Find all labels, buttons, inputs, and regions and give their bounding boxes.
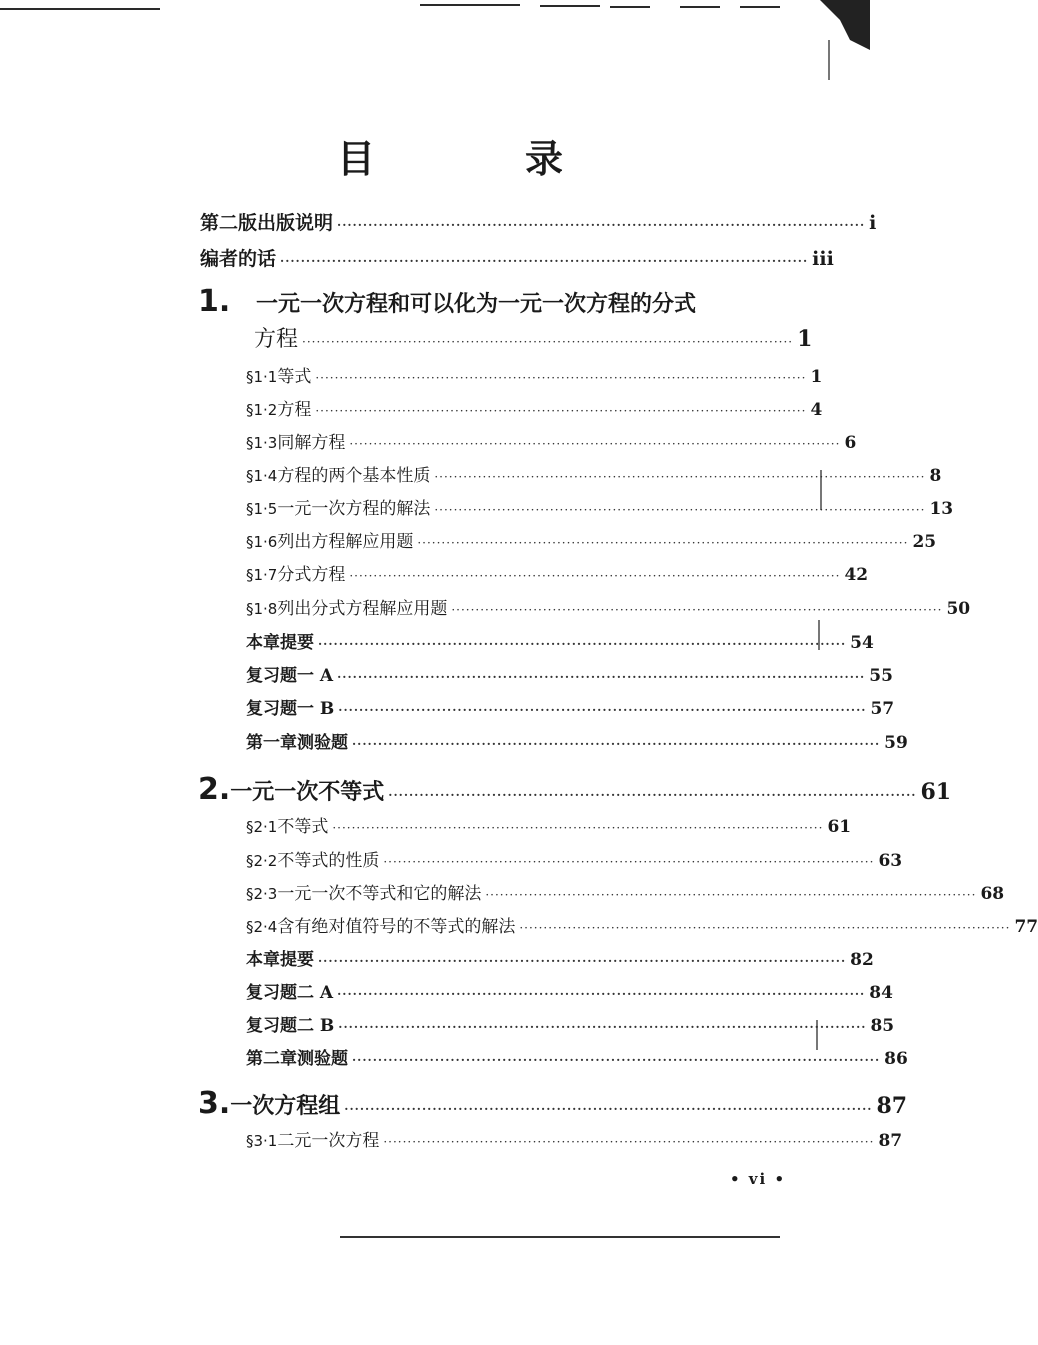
- page-folio: • vi •: [730, 1170, 787, 1188]
- toc-extra: [246, 945, 874, 970]
- toc-chapter-1-heading: [198, 284, 798, 319]
- toc-section: [246, 494, 954, 519]
- toc-section: [246, 560, 869, 585]
- section-title: 一元一次不等式和它的解法: [277, 884, 482, 904]
- toc-page-number: 84: [869, 983, 893, 1003]
- dot-leader: ······································································································: [519, 921, 1011, 935]
- chapter-title: 一元一次方程和可以化为一元一次方程的分式: [256, 291, 697, 317]
- dot-leader: ······································································································: [383, 1135, 875, 1149]
- toc-entry-front: [200, 208, 877, 235]
- section-number: §3·1: [246, 1132, 278, 1150]
- toc-section: [246, 461, 942, 486]
- toc-entry-front: [200, 244, 834, 271]
- dot-leader: ······································································································: [332, 821, 824, 835]
- toc-label: 复习题一 B: [246, 699, 335, 719]
- toc-page-number: 68: [980, 884, 1005, 904]
- dot-leader: ······································································································: [434, 470, 926, 484]
- chapter-number: 1.: [198, 284, 231, 319]
- scan-edge-line: [740, 6, 780, 8]
- toc-label: 本章提要: [246, 950, 314, 970]
- toc-section: [246, 846, 903, 871]
- dot-leader: ······································································································: [315, 404, 807, 418]
- chapter-title: 一元一次不等式: [230, 779, 385, 805]
- dot-leader: ······································································································: [337, 670, 866, 684]
- section-title: 方程: [277, 400, 312, 420]
- dot-leader: ······································································································: [337, 987, 866, 1001]
- toc-extra: [246, 978, 893, 1003]
- section-number: §2·4: [246, 918, 278, 936]
- section-number: §2·1: [246, 818, 278, 836]
- section-title: 等式: [277, 367, 312, 387]
- scan-edge-line: [540, 5, 600, 7]
- section-number: §2·2: [246, 852, 278, 870]
- chapter-title: 一次方程组: [230, 1093, 341, 1119]
- chapter-title-continued: 方程: [254, 327, 299, 352]
- toc-page-number: 25: [912, 532, 937, 552]
- toc-page-number: 6: [844, 433, 857, 453]
- dot-leader: ······································································································: [383, 855, 875, 869]
- toc-page-number: 1: [810, 367, 823, 387]
- section-number: §1·5: [246, 500, 278, 518]
- toc-section: [246, 362, 823, 387]
- toc-page-number: 86: [884, 1049, 908, 1069]
- dot-leader: ······································································································: [417, 536, 909, 550]
- toc-page-number: iii: [812, 248, 834, 270]
- page-title: 目 录: [336, 136, 619, 181]
- toc-section: [246, 428, 857, 453]
- section-title: 分式方程: [277, 565, 346, 585]
- toc-extra: [246, 728, 908, 753]
- toc-page-number: 87: [876, 1093, 908, 1119]
- toc-extra: [246, 661, 893, 686]
- dot-leader: ······································································································: [338, 1020, 867, 1034]
- toc-page-number: 42: [844, 565, 869, 585]
- toc-section: [246, 812, 852, 837]
- toc-section: [246, 912, 1038, 937]
- toc-page-number: 77: [1014, 917, 1038, 937]
- toc-extra: [246, 1011, 895, 1036]
- section-title: 方程的两个基本性质: [277, 466, 431, 486]
- dot-leader: ······································································································: [344, 1102, 873, 1116]
- toc-chapter-1-continuation: [254, 322, 813, 353]
- section-title: 列出分式方程解应用题: [277, 599, 448, 619]
- scan-bottom-line: [340, 1236, 780, 1238]
- toc-page-number: 85: [870, 1016, 895, 1036]
- section-number: §1·4: [246, 467, 278, 485]
- dot-leader: ······································································································: [280, 254, 809, 268]
- toc-section: [246, 527, 937, 552]
- toc-label: 复习题二 B: [246, 1016, 335, 1036]
- dot-leader: ······································································································: [451, 603, 943, 617]
- toc-page-number: 63: [878, 851, 903, 871]
- dot-leader: ······································································································: [388, 788, 917, 802]
- section-title: 列出方程解应用题: [277, 532, 414, 552]
- scan-corner-shadow: [810, 0, 870, 70]
- section-number: §1·2: [246, 401, 278, 419]
- dot-leader: ······································································································: [318, 954, 847, 968]
- section-number: §1·1: [246, 368, 278, 386]
- toc-page-number: 50: [946, 599, 971, 619]
- toc-label: 本章提要: [246, 633, 314, 653]
- toc-page-number: 8: [929, 466, 942, 486]
- toc-extra: [246, 1044, 908, 1069]
- dot-leader: ······································································································: [338, 703, 867, 717]
- section-title: 同解方程: [277, 433, 346, 453]
- section-number: §2·3: [246, 885, 278, 903]
- dot-leader: ······································································································: [349, 569, 841, 583]
- scan-edge-line: [680, 6, 720, 8]
- toc-label: 第二版出版说明: [200, 212, 334, 234]
- section-number: §1·6: [246, 533, 278, 551]
- section-number: §1·8: [246, 600, 278, 618]
- scan-edge-line: [420, 4, 520, 6]
- dot-leader: ······································································································: [349, 437, 841, 451]
- scan-edge: [0, 0, 900, 20]
- margin-mark: [828, 40, 830, 80]
- toc-label: 复习题二 A: [246, 983, 334, 1003]
- dot-leader: ······································································································: [318, 637, 847, 651]
- dot-leader: ······································································································: [485, 888, 977, 902]
- toc-label: 复习题一 A: [246, 666, 334, 686]
- toc-section: [246, 1126, 903, 1151]
- toc-chapter-3-heading: [198, 1086, 908, 1121]
- toc-chapter-2-heading: [198, 772, 952, 807]
- toc-section: [246, 879, 1005, 904]
- toc-page-number: 1: [797, 326, 813, 352]
- toc-extra: [246, 694, 895, 719]
- toc-page-number: 4: [810, 400, 823, 420]
- dot-leader: ······································································································: [434, 503, 926, 517]
- toc-section: [246, 594, 971, 619]
- section-title: 不等式的性质: [277, 851, 380, 871]
- dot-leader: ······································································································: [352, 737, 881, 751]
- dot-leader: ······································································································: [352, 1053, 881, 1067]
- section-title: 不等式: [277, 817, 329, 837]
- toc-page-number: 61: [827, 817, 852, 837]
- toc-label: 第二章测验题: [246, 1049, 348, 1069]
- dot-leader: ······································································································: [315, 371, 807, 385]
- toc-page-number: 54: [850, 633, 874, 653]
- toc-label: 编者的话: [200, 248, 277, 270]
- dot-leader: ······································································································: [302, 335, 794, 349]
- scan-edge-line: [0, 8, 160, 10]
- section-title: 二元一次方程: [277, 1131, 380, 1151]
- toc-page-number: 61: [920, 779, 952, 805]
- toc-page-number: 57: [870, 699, 895, 719]
- toc-page-number: 82: [850, 950, 874, 970]
- toc-extra: [246, 628, 874, 653]
- scan-edge-line: [610, 6, 650, 8]
- toc-page-number: 87: [878, 1131, 903, 1151]
- toc-page-number: i: [869, 212, 877, 234]
- dot-leader: ······································································································: [337, 218, 866, 232]
- section-title: 一元一次方程的解法: [277, 499, 431, 519]
- section-number: §1·3: [246, 434, 278, 452]
- toc-page-number: 55: [869, 666, 893, 686]
- toc-page-number: 13: [929, 499, 954, 519]
- chapter-number: 2.: [198, 772, 231, 807]
- toc-section: [246, 395, 823, 420]
- chapter-number: 3.: [198, 1086, 231, 1121]
- section-title: 含有绝对值符号的不等式的解法: [277, 917, 516, 937]
- toc-page-number: 59: [884, 733, 908, 753]
- section-number: §1·7: [246, 566, 278, 584]
- toc-label: 第一章测验题: [246, 733, 348, 753]
